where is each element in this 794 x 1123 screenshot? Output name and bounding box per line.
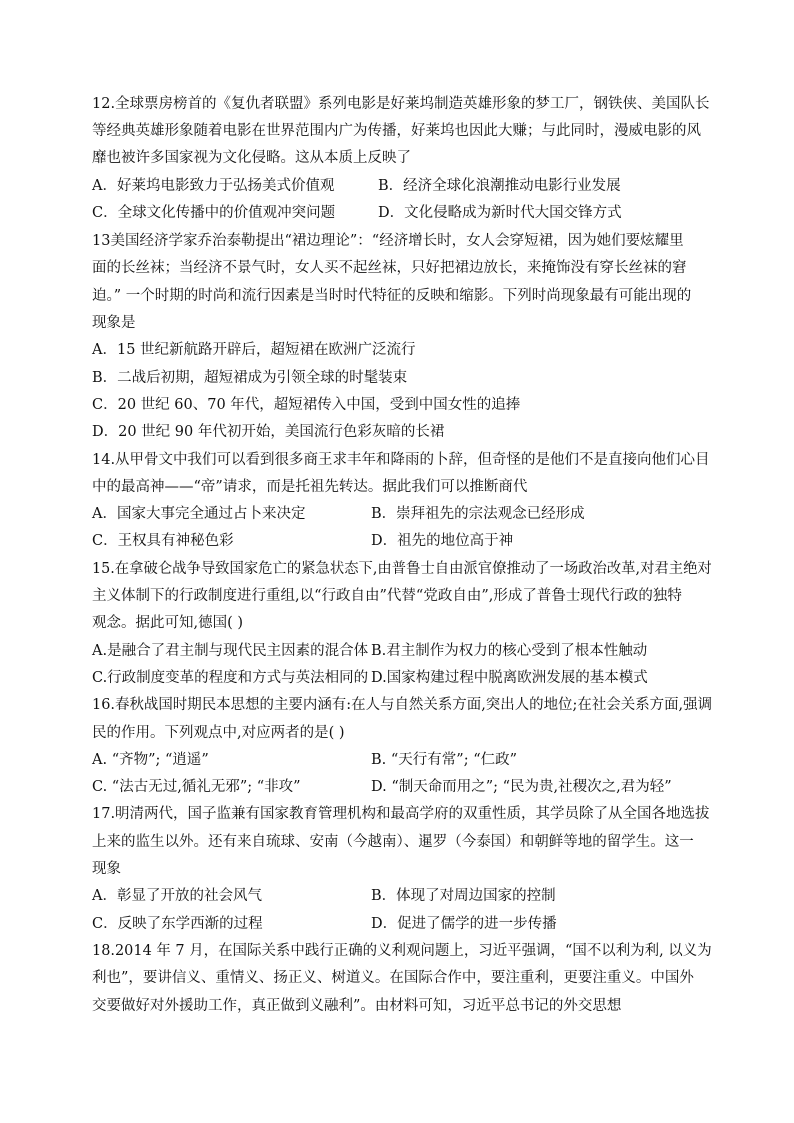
- question-14-option-c: C．王权具有神秘色彩: [92, 533, 234, 549]
- question-16-stem-line-2: 民的作用。下列观点中,对应两者的是( ): [92, 725, 345, 741]
- question-13-stem-line-1: 13美国经济学家乔治泰勒提出“裙边理论”：“经济增长时，女人会穿短裙，因为她们要炫耀里: [92, 233, 684, 249]
- question-15-option-b: B.君主制作为权力的核心受到了根本性触动: [371, 643, 648, 659]
- question-17-option-c: C．反映了东学西渐的过程: [92, 916, 263, 932]
- question-15-option-d: D.国家构建过程中脱离欧洲发展的基本模式: [371, 670, 648, 686]
- question-12-option-c: C．全球文化传播中的价值观冲突问题: [92, 205, 336, 221]
- question-12-stem-line-1: 12.全球票房榜首的《复仇者联盟》系列电影是好莱坞制造英雄形象的梦工厂，钢铁侠、美国队长: [92, 96, 710, 112]
- question-14-stem-line-1: 14.从甲骨文中我们可以看到很多商王求丰年和降雨的卜辞，但奇怪的是他们不是直接向他们心目: [92, 452, 710, 468]
- question-17-stem-line-2: 上来的监生以外。还有来自琉球、安南（今越南）、暹罗（今泰国）和朝鲜等地的留学生。这一: [92, 834, 694, 850]
- question-12-option-b: B．经济全球化浪潮推动电影行业发展: [378, 178, 621, 194]
- question-14-option-d: D．祖先的地位高于神: [371, 533, 514, 549]
- question-15-stem-line-3: 观念。据此可知,德国( ): [92, 615, 244, 631]
- question-16-stem-line-1: 16.春秋战国时期民本思想的主要内涵有:在人与自然关系方面,突出人的地位;在社会关系方面,强调: [92, 697, 713, 713]
- question-13-stem-line-2: 面的长丝袜；当经济不景气时，女人买不起丝袜，只好把裙边放长，来掩饰没有穿长丝袜的窘: [92, 260, 687, 276]
- question-13-option-b: B．二战后初期，超短裙成为引领全球的时髦装束: [92, 370, 408, 386]
- question-15-option-a: A.是融合了君主制与现代民主因素的混合体: [92, 643, 369, 659]
- question-16-option-b: B. “天行有常”; “仁政”: [371, 752, 518, 768]
- question-14-option-a: A．国家大事完全通过占卜来决定: [92, 506, 306, 522]
- question-13-option-c: C．20 世纪 60、70 年代，超短裙传入中国，受到中国女性的追捧: [92, 397, 521, 413]
- question-12-stem-line-2: 等经典英雄形象随着电影在世界范围内广为传播，好莱坞也因此大赚；与此同时，漫威电影的风: [92, 123, 701, 139]
- question-15-stem-line-2: 主义体制下的行政制度进行重组,以“行政自由”代替“党政自由”,形成了普鲁士现代行政的独特: [92, 588, 682, 604]
- question-18-stem-line-3: 交要做好对外援助工作，真正做到义融利”。由材料可知，习近平总书记的外交思想: [92, 998, 622, 1014]
- question-17-option-d: D．促进了儒学的进一步传播: [371, 916, 557, 932]
- question-14-option-b: B．崇拜祖先的宗法观念已经形成: [371, 506, 585, 522]
- question-15-option-c: C.行政制度变革的程度和方式与英法相同的: [92, 670, 369, 686]
- question-16-option-d: D. “制天命而用之”; “民为贵,社稷次之,君为轻”: [371, 779, 672, 795]
- question-13-option-a: A．15 世纪新航路开辟后，超短裙在欧洲广泛流行: [92, 342, 416, 358]
- question-14-stem-line-2: 中的最高神——“帝”请求，而是托祖先转达。据此我们可以推断商代: [92, 479, 528, 495]
- question-13-stem-line-3: 迫。” 一个时期的时尚和流行因素是当时时代特征的反映和缩影。下列时尚现象最有可能出现的: [92, 288, 692, 304]
- question-16-option-a: A. “齐物”; “逍遥”: [92, 752, 209, 768]
- question-17-stem-line-1: 17.明清两代，国子监兼有国家教育管理机构和最高学府的双重性质，其学员除了从全国各地选拔: [92, 806, 710, 822]
- question-12-option-a: A．好莱坞电影致力于弘扬美式价值观: [92, 178, 335, 194]
- question-15-stem-line-1: 15.在拿破仑战争导致国家危亡的紧急状态下,由普鲁士自由派官僚推动了一场政治改革,对君主绝对: [92, 561, 712, 577]
- question-18-stem-line-1: 18.2014 年 7 月，在国际关系中践行正确的义利观问题上，习近平强调，“国不以利为利, 以义为: [92, 943, 712, 959]
- question-17-option-b: B．体现了对周边国家的控制: [371, 888, 556, 904]
- question-12-option-d: D．文化侵略成为新时代大国交锋方式: [378, 205, 622, 221]
- question-16-option-c: C. “法古无过,循礼无邪”; “非攻”: [92, 779, 301, 795]
- question-18-stem-line-2: 利也”，要讲信义、重情义、扬正义、树道义。在国际合作中，要注重利，更要注重义。中国外: [92, 970, 694, 986]
- question-17-option-a: A．彰显了开放的社会风气: [92, 888, 262, 904]
- question-13-option-d: D．20 世纪 90 年代初开始，美国流行色彩灰暗的长裙: [92, 424, 445, 440]
- question-17-stem-line-3: 现象: [92, 861, 121, 877]
- question-13-stem-line-4: 现象是: [92, 315, 136, 331]
- question-12-stem-line-3: 靡也被许多国家视为文化侵略。这从本质上反映了: [92, 150, 411, 166]
